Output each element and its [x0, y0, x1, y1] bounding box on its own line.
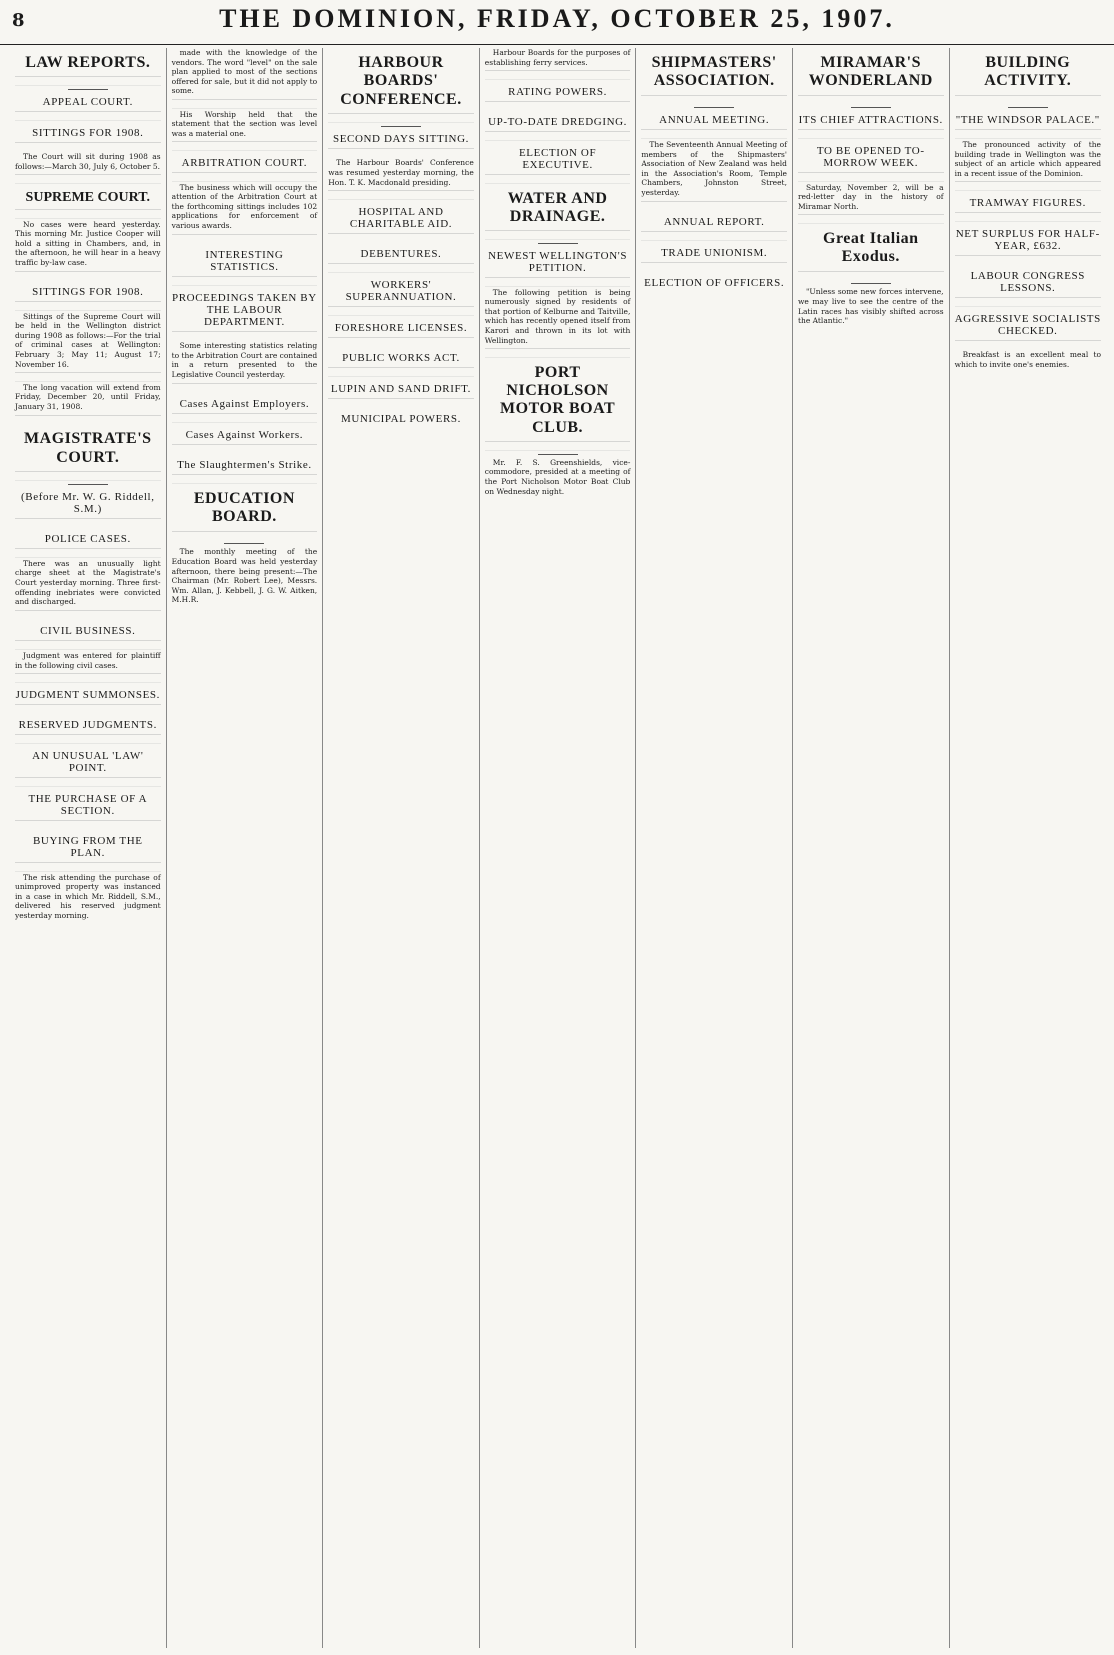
section-subheading: TO BE OPENED TO-MORROW WEEK. — [816, 144, 925, 169]
text-line — [485, 441, 631, 451]
article-text: His Worship held that the statement that the section was level was a material one. — [171, 109, 318, 138]
text-line — [485, 277, 631, 287]
body-text-lines — [15, 415, 161, 425]
article-text: Some interesting statistics relating to the Arbitration Court are contained in a return presented to the Legislative Council yesterday. — [171, 341, 318, 380]
text-line — [15, 174, 161, 184]
section-subheading: Cases Against Employers. — [179, 398, 310, 411]
section-subheading: RESERVED JUDGMENTS. — [18, 719, 157, 732]
article-headline: MAGISTRATE'S COURT. — [24, 430, 152, 466]
columns — [10, 48, 1106, 1648]
body-text-lines — [955, 340, 1101, 350]
divider — [68, 484, 108, 485]
text-line — [15, 734, 161, 744]
text-line — [172, 99, 318, 109]
section-subheading: ARBITRATION COURT. — [181, 156, 308, 169]
text-line — [172, 141, 318, 151]
article-text: Breakfast is an excellent meal to which to invite one's enemies. — [954, 350, 1101, 369]
divider — [68, 89, 108, 90]
body-text-lines — [172, 141, 318, 151]
section-subheading: TRADE UNIONISM. — [661, 246, 768, 259]
body-text-lines — [328, 306, 474, 316]
section-subheading: HOSPITAL AND CHARITABLE AID. — [349, 205, 453, 230]
text-line — [172, 276, 318, 286]
body-text-lines — [15, 734, 161, 744]
divider — [1008, 107, 1048, 108]
section-subheading: ELECTION OF OFFICERS. — [644, 277, 785, 290]
body-text-lines — [641, 201, 787, 211]
text-line — [15, 76, 161, 86]
divider — [224, 543, 264, 544]
text-line — [328, 113, 474, 123]
section-subheading: The Slaughtermen's Strike. — [177, 459, 312, 472]
text-line — [955, 129, 1101, 139]
article-headline: BUILDING ACTIVITY. — [984, 54, 1072, 90]
section-subheading: Cases Against Workers. — [185, 428, 304, 441]
section-subheading: TRAMWAY FIGURES. — [969, 196, 1086, 209]
article-headline: HARBOUR BOARDS' CONFERENCE. — [340, 54, 462, 108]
body-text-lines — [172, 444, 318, 454]
text-line — [641, 262, 787, 272]
body-text-lines — [485, 131, 631, 141]
section-subheading: INTERESTING STATISTICS. — [205, 249, 284, 274]
text-line — [15, 610, 161, 620]
masthead — [0, 0, 1114, 45]
section-subheading: POLICE CASES. — [44, 533, 131, 546]
body-text-lines — [955, 129, 1101, 139]
column-6 — [793, 48, 950, 1648]
text-line — [328, 337, 474, 347]
body-text-lines — [15, 372, 161, 382]
body-text-lines — [485, 101, 631, 111]
text-line — [15, 372, 161, 382]
body-text-lines — [955, 297, 1101, 307]
section-subheading: RATING POWERS. — [508, 85, 607, 98]
text-line — [328, 148, 474, 158]
article-headline: PORT NICHOLSON MOTOR BOAT CLUB. — [500, 363, 616, 436]
text-line — [172, 331, 318, 341]
article-text: made with the knowledge of the vendors. The word "level" on the sale plan applied to most of the sections offered for sale, but it did not apply to some. — [171, 48, 318, 96]
section-subheading: "THE WINDSOR PALACE." — [955, 114, 1100, 127]
body-text-lines — [328, 398, 474, 408]
text-line — [485, 101, 631, 111]
text-line — [641, 129, 787, 139]
text-line — [15, 704, 161, 714]
text-line — [485, 174, 631, 184]
section-subheading: SITTINGS FOR 1908. — [32, 126, 144, 139]
body-text-lines — [15, 862, 161, 872]
body-text-lines — [485, 230, 631, 240]
section-subheading: WORKERS' SUPERANNUATION. — [345, 278, 457, 303]
article-text: The Seventeenth Annual Meeting of members of the Shipmasters' Association of New Zealand was held in the Association's Room, Temple Chambers, Johnston Street, yesterday. — [641, 139, 787, 197]
text-line — [798, 271, 944, 281]
article-text: No cases were heard yesterday. This morning Mr. Justice Cooper will hold a sitting in Chambers, and, in the afternoon, he will hear in a heavy traffic by-law case. — [15, 219, 161, 267]
divider — [851, 107, 891, 108]
body-text-lines — [955, 95, 1101, 105]
section-subheading: APPEAL COURT. — [42, 95, 133, 108]
section-subheading: CIVIL BUSINESS. — [40, 625, 136, 638]
column-2 — [167, 48, 324, 1648]
body-text-lines — [485, 348, 631, 358]
body-text-lines — [15, 301, 161, 311]
body-text-lines — [328, 233, 474, 243]
text-line — [15, 862, 161, 872]
text-line — [15, 471, 161, 481]
text-line — [485, 70, 631, 80]
text-line — [328, 306, 474, 316]
body-text-lines — [485, 441, 631, 451]
article-text: Judgment was entered for plaintiff in the following civil cases. — [15, 650, 161, 670]
text-line — [15, 301, 161, 311]
body-text-lines — [955, 255, 1101, 265]
body-text-lines — [328, 190, 474, 200]
body-text-lines — [641, 262, 787, 272]
text-line — [172, 474, 318, 484]
text-line — [955, 181, 1101, 191]
body-text-lines — [172, 474, 318, 484]
column-3 — [323, 48, 480, 1648]
article-text: Sittings of the Supreme Court will be held in the Wellington district during 1908 as follows:—For the trial of criminal cases at Wellington: February 3; May 11; August 17; November 16. — [15, 311, 161, 369]
text-line — [15, 820, 161, 830]
body-text-lines — [328, 113, 474, 123]
text-line — [641, 201, 787, 211]
section-subheading: AN UNUSUAL 'LAW' POINT. — [32, 749, 144, 774]
divider — [538, 243, 578, 244]
body-text-lines — [172, 383, 318, 393]
section-subheading: PUBLIC WORKS ACT. — [342, 352, 460, 365]
body-text-lines — [798, 214, 944, 224]
body-text-lines — [798, 95, 944, 105]
section-subheading: AGGRESSIVE SOCIALISTS CHECKED. — [954, 312, 1101, 337]
divider — [538, 454, 578, 455]
text-line — [798, 214, 944, 224]
text-line — [15, 415, 161, 425]
section-subheading: LUPIN AND SAND DRIFT. — [330, 382, 472, 395]
body-text-lines — [328, 337, 474, 347]
text-line — [955, 95, 1101, 105]
body-text-lines — [15, 174, 161, 184]
section-subheading: SITTINGS FOR 1908. — [32, 286, 144, 299]
body-text-lines — [15, 209, 161, 219]
column-1 — [10, 48, 167, 1648]
text-line — [485, 131, 631, 141]
section-subheading: ELECTION OF EXECUTIVE. — [518, 146, 597, 171]
body-text-lines — [15, 673, 161, 683]
text-line — [172, 531, 318, 541]
text-line — [485, 230, 631, 240]
text-line — [798, 129, 944, 139]
article-headline: Great Italian Exodus. — [823, 229, 919, 266]
body-text-lines — [15, 610, 161, 620]
text-line — [15, 777, 161, 787]
article-text: The monthly meeting of the Education Board was held yesterday afternoon, there being present:—The Chairman (Mr. Robert Lee), Messrs. Wm. Allan, J. Kebbell, J. G. W. Aitken, M.H.R. — [171, 547, 318, 605]
text-line — [15, 142, 161, 152]
body-text-lines — [641, 231, 787, 241]
body-text-lines — [15, 111, 161, 121]
body-text-lines — [15, 548, 161, 558]
section-subheading: (Before Mr. W. G. Riddell, S.M.) — [21, 490, 155, 515]
text-line — [15, 209, 161, 219]
section-subheading: NET SURPLUS FOR HALF-YEAR, £632. — [955, 227, 1100, 252]
text-line — [955, 212, 1101, 222]
body-text-lines — [15, 471, 161, 481]
section-subheading: MUNICIPAL POWERS. — [340, 413, 461, 426]
newspaper-title: THE DOMINION, FRIDAY, OCTOBER 25, 1907. — [219, 4, 895, 33]
section-subheading: LABOUR CONGRESS LESSONS. — [970, 270, 1085, 295]
article-text: Harbour Boards for the purposes of establishing ferry services. — [484, 48, 631, 67]
body-text-lines — [172, 99, 318, 109]
text-line — [15, 518, 161, 528]
text-line — [328, 398, 474, 408]
body-text-lines — [15, 820, 161, 830]
body-text-lines — [798, 172, 944, 182]
divider — [381, 126, 421, 127]
article-text: The Harbour Boards' Conference was resumed yesterday morning, the Hon. T. K. Macdonald presiding. — [328, 158, 474, 187]
text-line — [328, 190, 474, 200]
text-line — [172, 383, 318, 393]
article-text: The long vacation will extend from Friday, December 20, until Friday, January 31, 1908. — [15, 382, 161, 412]
body-text-lines — [641, 129, 787, 139]
body-text-lines — [15, 518, 161, 528]
text-line — [172, 234, 318, 244]
body-text-lines — [15, 271, 161, 281]
body-text-lines — [172, 234, 318, 244]
text-line — [172, 413, 318, 423]
text-line — [15, 640, 161, 650]
column-5 — [636, 48, 793, 1648]
section-subheading: NEWEST WELLINGTON'S PETITION. — [488, 249, 628, 274]
body-text-lines — [798, 271, 944, 281]
article-text: The following petition is being numerously signed by residents of that portion of Kelburne and Taitville, which has recently opened itself from Karori and thrown in its lot with Wellington. — [484, 287, 631, 345]
text-line — [172, 444, 318, 454]
article-headline: SHIPMASTERS' ASSOCIATION. — [651, 54, 777, 90]
column-7 — [950, 48, 1106, 1648]
article-headline: LAW REPORTS. — [25, 54, 151, 71]
article-text: The risk attending the purchase of unimproved property was instanced in a case in which Mr. Riddell, S.M., delivered his reserved judgment yesterday morning. — [15, 872, 161, 921]
text-line — [15, 111, 161, 121]
text-line — [955, 297, 1101, 307]
text-line — [798, 172, 944, 182]
article-text: The Court will sit during 1908 as follows:—March 30, July 6, October 5. — [15, 152, 161, 171]
article-headline: EDUCATION BOARD. — [193, 490, 295, 526]
page-number: 8 — [12, 10, 25, 31]
body-text-lines — [15, 704, 161, 714]
article-text: There was an unusually light charge sheet at the Magistrate's Court yesterday morning. Three first-offending inebriates were convicted and discharged. — [15, 558, 161, 607]
body-text-lines — [955, 181, 1101, 191]
body-text-lines — [328, 148, 474, 158]
column-4 — [480, 48, 637, 1648]
body-text-lines — [172, 276, 318, 286]
body-text-lines — [798, 129, 944, 139]
text-line — [15, 548, 161, 558]
section-subheading: ITS CHIEF ATTRACTIONS. — [798, 114, 943, 127]
body-text-lines — [15, 142, 161, 152]
body-text-lines — [15, 76, 161, 86]
text-line — [955, 255, 1101, 265]
text-line — [641, 231, 787, 241]
text-line — [641, 95, 787, 105]
text-line — [955, 340, 1101, 350]
body-text-lines — [328, 263, 474, 273]
article-text: The pronounced activity of the building trade in Wellington was the subject of an article which appeared in a recent issue of the Dominion. — [954, 139, 1101, 178]
article-text: Mr. F. S. Greenshields, vice-commodore, presided at a meeting of the Port Nicholson Motor Boat Club on Wednesday night. — [484, 457, 631, 496]
section-subheading: DEBENTURES. — [360, 248, 442, 261]
text-line — [328, 233, 474, 243]
body-text-lines — [955, 212, 1101, 222]
article-text: The business which will occupy the attention of the Arbitration Court at the forthcoming sittings includes 102 applications for enforcement of various awards. — [171, 182, 318, 230]
article-text: "Unless some new forces intervene, we may live to see the centre of the Latin races has visibly shifted across the Atlantic." — [797, 287, 944, 326]
text-line — [328, 263, 474, 273]
divider — [851, 283, 891, 284]
body-text-lines — [15, 777, 161, 787]
body-text-lines — [485, 70, 631, 80]
body-text-lines — [172, 172, 318, 182]
article-headline: MIRAMAR'S WONDERLAND — [808, 54, 933, 90]
body-text-lines — [641, 95, 787, 105]
section-subheading: THE PURCHASE OF A SECTION. — [28, 792, 148, 817]
divider — [694, 107, 734, 108]
body-text-lines — [172, 413, 318, 423]
text-line — [15, 271, 161, 281]
body-text-lines — [485, 174, 631, 184]
text-line — [485, 348, 631, 358]
body-text-lines — [172, 331, 318, 341]
body-text-lines — [15, 640, 161, 650]
section-subheading: JUDGMENT SUMMONSES. — [15, 688, 161, 701]
body-text-lines — [485, 277, 631, 287]
text-line — [798, 95, 944, 105]
article-text: Saturday, November 2, will be a red-letter day in the history of Miramar North. — [797, 182, 944, 211]
body-text-lines — [328, 367, 474, 377]
article-headline: WATER AND DRAINAGE. — [507, 189, 608, 225]
body-text-lines — [172, 531, 318, 541]
section-subheading: BUYING FROM THE PLAN. — [32, 835, 143, 860]
section-subheading: SECOND DAYS SITTING. — [333, 132, 469, 145]
section-heading: SUPREME COURT. — [25, 189, 151, 205]
section-subheading: FORESHORE LICENSES. — [334, 321, 468, 334]
text-line — [328, 367, 474, 377]
section-subheading: ANNUAL REPORT. — [663, 216, 765, 229]
section-subheading: PROCEEDINGS TAKEN BY THE LABOUR DEPARTMENT. — [172, 291, 317, 328]
section-subheading: ANNUAL MEETING. — [659, 114, 770, 127]
text-line — [15, 673, 161, 683]
section-subheading: UP-TO-DATE DREDGING. — [488, 116, 628, 129]
text-line — [172, 172, 318, 182]
